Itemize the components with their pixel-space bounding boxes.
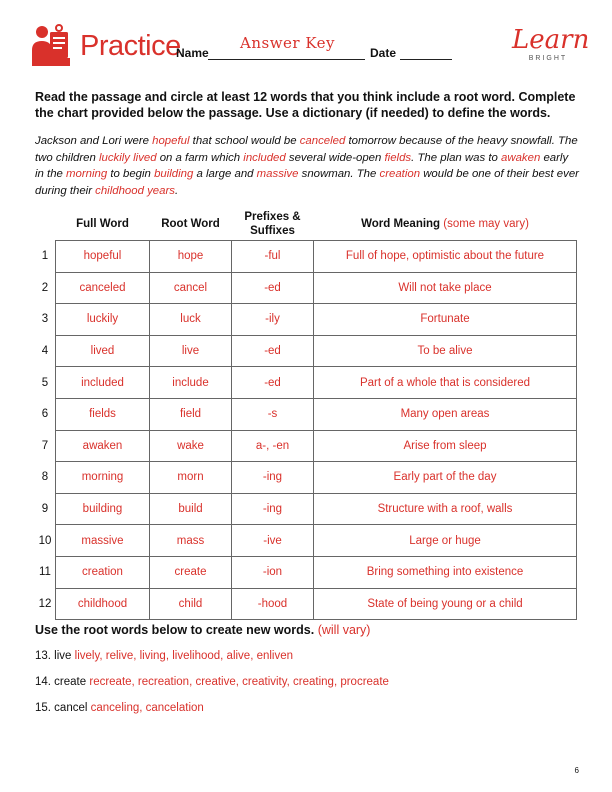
meaning-cell: Part of a whole that is considered xyxy=(314,367,577,399)
affix-cell: -ion xyxy=(232,556,314,588)
root-item-15 xyxy=(35,702,204,714)
full-word-cell: building xyxy=(56,493,150,525)
row-number: 5 xyxy=(41,376,49,389)
root-word-cell: child xyxy=(150,588,232,620)
header-meaning-note: (some may vary) xyxy=(443,218,529,230)
affix-cell: -hood xyxy=(232,588,314,620)
row-number: 7 xyxy=(41,439,49,452)
root-word-highlight: luckily lived xyxy=(98,151,157,164)
root-word-highlight: building xyxy=(154,168,194,180)
word-table xyxy=(35,208,577,620)
row-number: 1 xyxy=(41,250,49,263)
full-word-cell: luckily xyxy=(56,304,150,336)
row-number: 6 xyxy=(41,408,49,421)
table-row xyxy=(35,304,577,336)
meaning-cell: Many open areas xyxy=(314,398,577,430)
root-instructions-text: Use the root words below to create new words. xyxy=(35,623,315,637)
table-row xyxy=(35,525,577,557)
meaning-cell: Will not take place xyxy=(314,272,577,304)
table-row xyxy=(35,335,577,367)
affix-cell: -ing xyxy=(232,493,314,525)
passage-text: to begin xyxy=(107,168,155,180)
table-row xyxy=(35,272,577,304)
meaning-cell: To be alive xyxy=(314,335,577,367)
root-word-cell: luck xyxy=(150,304,232,336)
affix-cell: -ed xyxy=(232,367,314,399)
passage-text: tomorrow because of the heavy snowfall. The two children xyxy=(35,135,578,164)
affix-cell: -ive xyxy=(232,525,314,557)
passage-text: . xyxy=(174,184,179,197)
full-word-cell: creation xyxy=(56,556,150,588)
row-number: 10 xyxy=(38,534,52,547)
date-field[interactable] xyxy=(400,59,452,60)
root-instructions xyxy=(35,623,370,637)
table-row xyxy=(35,398,577,430)
root-word-cell: wake xyxy=(150,430,232,462)
passage-text: several wide-open xyxy=(285,151,385,164)
table-row xyxy=(35,462,577,494)
full-word-cell: childhood xyxy=(56,588,150,620)
root-word-highlight: included xyxy=(243,151,286,164)
meaning-cell: Structure with a roof, walls xyxy=(314,493,577,525)
name-field[interactable] xyxy=(208,59,365,60)
meaning-cell: State of being young or a child xyxy=(314,588,577,620)
header-num xyxy=(35,208,56,241)
root-instructions-note: (will vary) xyxy=(317,623,371,637)
meaning-cell: Early part of the day xyxy=(314,462,577,494)
affix-cell: -ed xyxy=(232,335,314,367)
root-word-highlight: hopeful xyxy=(152,135,190,147)
table-header-row xyxy=(35,208,577,241)
root-word-cell: build xyxy=(150,493,232,525)
header-root-word: Root Word xyxy=(161,218,220,230)
affix-cell: -ful xyxy=(232,241,314,273)
meaning-cell: Arise from sleep xyxy=(314,430,577,462)
row-number: 4 xyxy=(41,345,49,358)
table-row xyxy=(35,493,577,525)
affix-cell: a-, -en xyxy=(232,430,314,462)
brand-sub: BRIGHT xyxy=(528,55,568,62)
root-word-cell: cancel xyxy=(150,272,232,304)
full-word-cell: canceled xyxy=(56,272,150,304)
full-word-cell: hopeful xyxy=(56,241,150,273)
root-item-answer: recreate, recreation, creative, creativity, creating, procreate xyxy=(89,676,389,688)
root-item-14 xyxy=(35,676,389,688)
table-row xyxy=(35,241,577,273)
row-number: 8 xyxy=(41,471,49,484)
root-item-answer: canceling, cancelation xyxy=(90,702,204,714)
full-word-cell: awaken xyxy=(56,430,150,462)
full-word-cell: massive xyxy=(56,525,150,557)
passage-text: Jackson and Lori were xyxy=(35,135,153,147)
answer-key-text: Answer Key xyxy=(240,34,335,52)
root-item-answer: lively, relive, living, livelihood, alive, enliven xyxy=(74,650,294,662)
page-header xyxy=(28,22,590,72)
table-row xyxy=(35,556,577,588)
header-meaning xyxy=(314,208,577,241)
affix-cell: -ed xyxy=(232,272,314,304)
full-word-cell: lived xyxy=(56,335,150,367)
student-clipboard-icon xyxy=(28,22,76,70)
header-meaning-label: Word Meaning xyxy=(361,218,441,230)
passage xyxy=(35,133,580,199)
passage-text: snowman. The xyxy=(298,168,380,180)
root-word-cell: hope xyxy=(150,241,232,273)
practice-title: Practice xyxy=(80,30,181,62)
root-word-highlight: canceled xyxy=(299,135,346,147)
header-affixes xyxy=(232,208,314,241)
root-word-cell: live xyxy=(150,335,232,367)
root-word-cell: mass xyxy=(150,525,232,557)
root-word-highlight: fields xyxy=(384,151,412,164)
root-word-highlight: awaken xyxy=(501,151,541,164)
full-word-cell: morning xyxy=(56,462,150,494)
row-number: 9 xyxy=(41,503,49,516)
name-label: Name xyxy=(176,46,209,60)
full-word-cell: included xyxy=(56,367,150,399)
table-row xyxy=(35,588,577,620)
affix-cell: -ily xyxy=(232,304,314,336)
table-row xyxy=(35,430,577,462)
root-word-cell: field xyxy=(150,398,232,430)
passage-text: would be one of their best ever during their xyxy=(35,168,579,197)
header-affixes-line1: Prefixes & xyxy=(244,211,301,223)
meaning-cell: Large or huge xyxy=(314,525,577,557)
root-word-cell: include xyxy=(150,367,232,399)
root-item-label: 14. create xyxy=(35,676,87,688)
passage-text: a large and xyxy=(193,168,257,180)
header-affixes-line2: Suffixes xyxy=(250,225,295,237)
row-number: 3 xyxy=(41,313,49,326)
affix-cell: -s xyxy=(232,398,314,430)
root-item-label: 15. cancel xyxy=(35,702,88,714)
meaning-cell: Full of hope, optimistic about the future xyxy=(314,241,577,273)
table-body xyxy=(35,241,577,620)
root-word-highlight: childhood years xyxy=(95,184,175,197)
root-word-highlight: creation xyxy=(379,168,421,180)
root-item-13 xyxy=(35,650,293,662)
meaning-cell: Bring something into existence xyxy=(314,556,577,588)
root-word-cell: morn xyxy=(150,462,232,494)
passage-text: that school would be xyxy=(189,135,300,147)
passage-text: early in the xyxy=(35,151,569,180)
instructions: Read the passage and circle at least 12 words that you think include a root word. Complete the chart provided below the passage. Use a dictionary (if needed) to define the words. xyxy=(35,90,576,120)
passage-text: . The plan was to xyxy=(411,151,502,164)
header-full-word: Full Word xyxy=(76,218,129,230)
full-word-cell: fields xyxy=(56,398,150,430)
table-row xyxy=(35,367,577,399)
affix-cell: -ing xyxy=(232,462,314,494)
row-number: 2 xyxy=(41,281,49,294)
root-item-label: 13. live xyxy=(35,650,72,662)
date-label: Date xyxy=(370,46,397,60)
root-word-highlight: massive xyxy=(256,168,299,180)
passage-text: on a farm which xyxy=(156,151,244,164)
root-word-cell: create xyxy=(150,556,232,588)
brand-main: Learn xyxy=(512,25,590,55)
meaning-cell: Fortunate xyxy=(314,304,577,336)
row-number: 12 xyxy=(38,597,52,610)
page-number: 6 xyxy=(574,766,579,775)
row-number: 11 xyxy=(39,566,51,579)
root-word-highlight: morning xyxy=(66,168,108,180)
learn-bright-logo xyxy=(512,25,590,70)
